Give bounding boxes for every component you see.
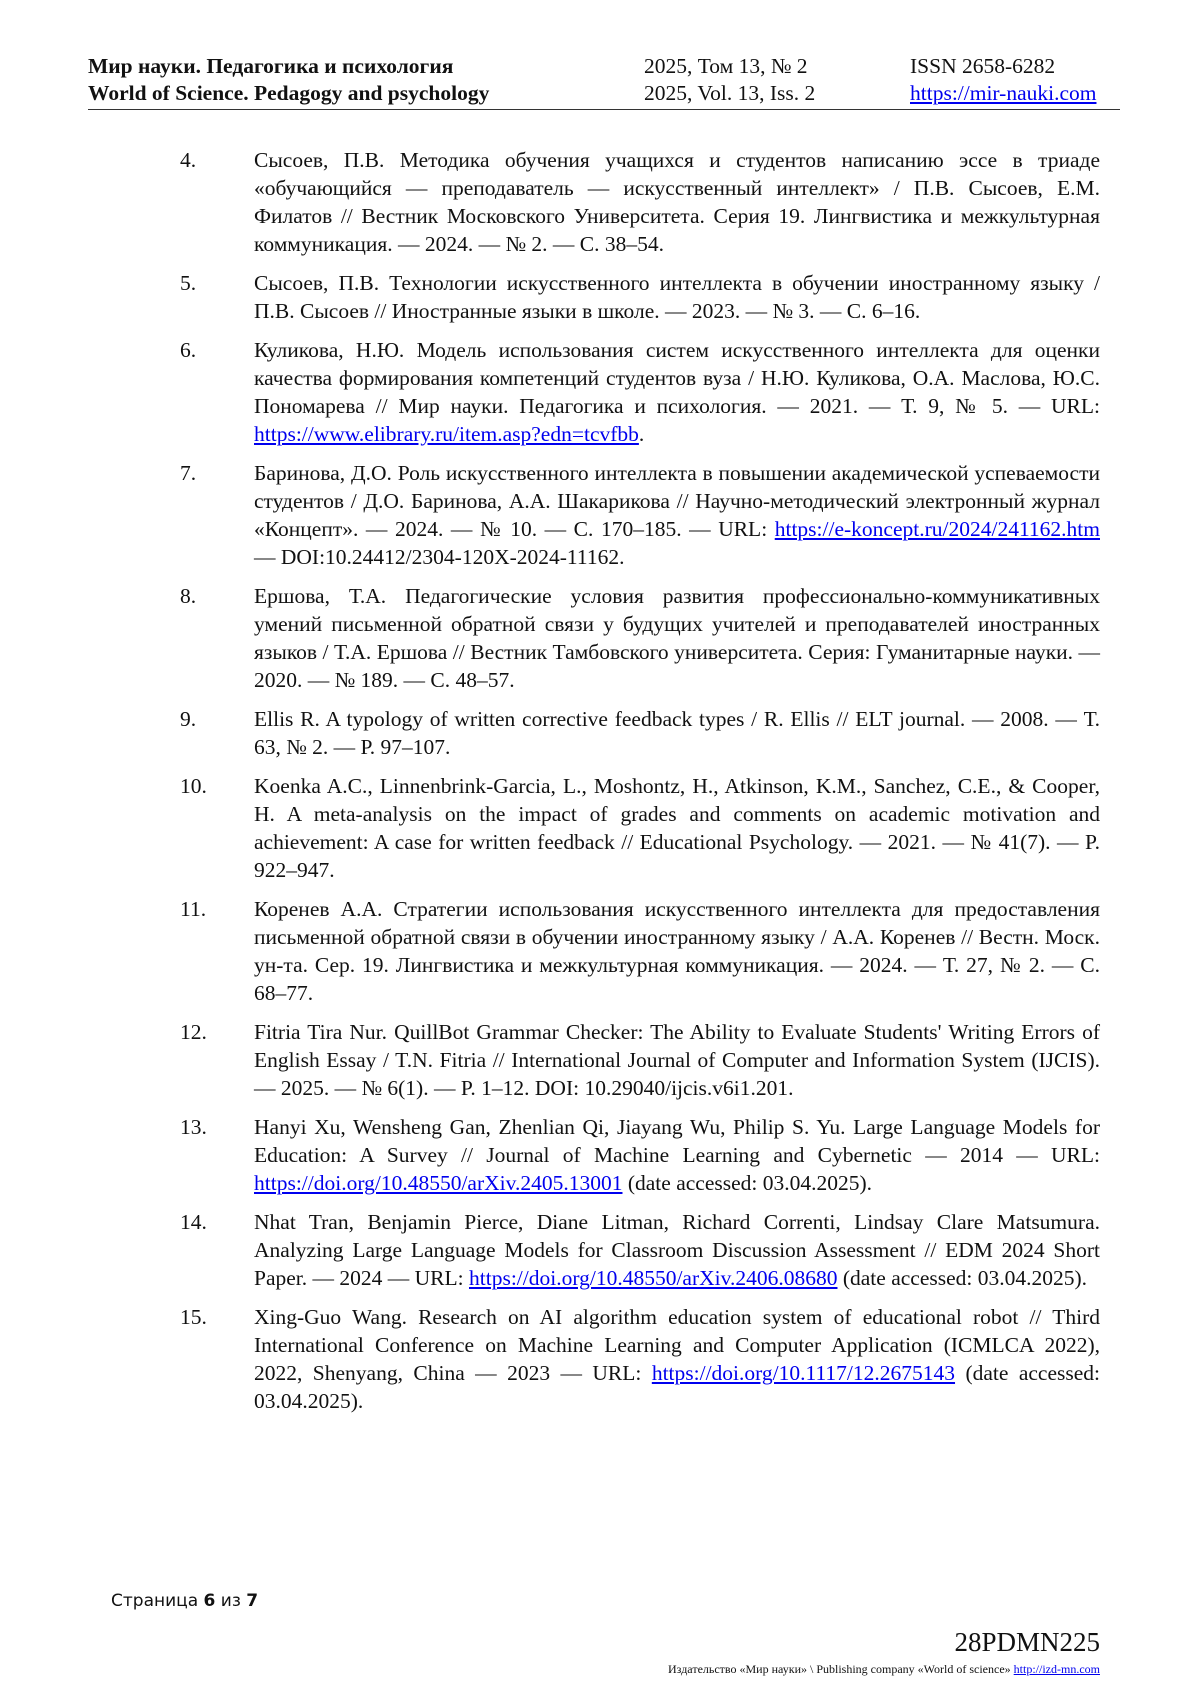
reference-number: 14. — [180, 1210, 207, 1234]
reference-number: 6. — [180, 338, 197, 362]
reference-text: Hanyi Xu, Wensheng Gan, Zhenlian Qi, Jiayang Wu, Philip S. Yu. Large Language Models for Education: A Survey // Journal of Machine Learning and Cybernetic — 2014 — URL: — [254, 1115, 1100, 1167]
reference-number: 10. — [180, 774, 207, 798]
journal-title-en: World of Science. Pedagogy and psychology — [88, 81, 490, 105]
reference-text: Nhat Tran, Benjamin Pierce, Diane Litman, Richard Correnti, Lindsay Clare Matsumura. Analyzing Large Language Models for Classroom Discussion Assessment // EDM 2024 Short Paper. — 2024 — URL: — [254, 1210, 1100, 1290]
reference-item — [180, 1113, 1100, 1197]
reference-body — [254, 705, 1100, 761]
issn: ISSN 2658-6282 — [910, 54, 1056, 78]
reference-text: Fitria Tira Nur. QuillBot Grammar Checker: The Ability to Evaluate Students' Writing Errors of English Essay / T.N. Fitria // International Journal of Computer and Information System (IJCIS). — 2025. — № 6(1). — P. 1–12. DOI: 10.29040/ijcis.v6i1.201. — [254, 1020, 1100, 1100]
journal-site-link[interactable]: https://mir-nauki.com — [910, 81, 1097, 105]
reference-body — [254, 1303, 1100, 1415]
publisher-line — [668, 1662, 1100, 1677]
document-code: 28PDMN225 — [954, 1627, 1100, 1657]
reference-number: 4. — [180, 148, 197, 172]
reference-item — [180, 582, 1100, 694]
reference-item — [180, 336, 1100, 448]
page-header — [88, 53, 1120, 110]
reference-text-after-link: (date accessed: 03.04.2025). — [254, 1361, 1101, 1413]
reference-text: Koenka A.C., Linnenbrink-Garcia, L., Moshontz, H., Atkinson, K.M., Sanchez, C.E., & Cooper, H. A meta-analysis on the impact of grades and comments on academic motivation and achievement: A case for written feedback // Educational Psychology. — 2021. — № 41(7). — P. 922–947. — [254, 774, 1100, 882]
reference-number: 13. — [180, 1115, 207, 1139]
reference-number: 11. — [180, 897, 207, 921]
page-word: Страница — [111, 1591, 199, 1611]
header-row-2 — [88, 80, 1120, 106]
reference-body — [254, 772, 1100, 884]
reference-item — [180, 705, 1100, 761]
reference-body — [254, 1018, 1100, 1102]
reference-link[interactable]: https://e-koncept.ru/2024/241162.htm — [774, 517, 1100, 541]
reference-text: Сысоев, П.В. Методика обучения учащихся и студентов написанию эссе в триаде «обучающийся — преподаватель — искусственный интеллект» / П.В. Сысоев, Е.М. Филатов // Вестник Московского Университета. Серия 19. Лингвистика и межкультурная коммуникация. — 2024. — № 2. — С. 38–54. — [254, 148, 1100, 256]
page-current: 6 — [203, 1591, 216, 1611]
reference-body — [254, 895, 1100, 1007]
reference-text-after-link: — DOI:10.24412/2304-120X-2024-11162. — [254, 545, 625, 569]
reference-item — [180, 772, 1100, 884]
reference-text: Коренев А.А. Стратегии использования искусственного интеллекта для предоставления письменной обратной связи в обучении иностранному языку / А.А. Коренев // Вестн. Моск. ун-та. Сер. 19. Лингвистика и межкультурная коммуникация. — 2024. — Т. 27, № 2. — С. 68–77. — [254, 897, 1100, 1005]
reference-body — [254, 459, 1100, 571]
reference-number: 12. — [180, 1020, 207, 1044]
reference-text: Ершова, Т.А. Педагогические условия развития профессионально-коммуникативных умений письменной обратной связи у будущих учителей и преподавателей иностранных языков / Т.А. Ершова // Вестник Тамбовского университета. Серия: Гуманитарные науки. — 2020. — № 189. — С. 48–57. — [254, 584, 1100, 692]
reference-item — [180, 146, 1100, 258]
reference-number: 9. — [180, 707, 197, 731]
page-of: из — [220, 1591, 241, 1611]
reference-text: Баринова, Д.О. Роль искусственного интеллекта в повышении академической успеваемости студентов / Д.О. Баринова, А.А. Шакарикова // Научно-методический электронный журнал «Концепт». — 2024. — № 10. — С. 170–185. — URL: — [254, 461, 1100, 541]
reference-number: 7. — [180, 461, 197, 485]
page-total: 7 — [246, 1591, 259, 1611]
issue-ru: 2025, Том 13, № 2 — [644, 54, 808, 78]
reference-text: Сысоев, П.В. Технологии искусственного интеллекта в обучении иностранному языку / П.В. Сысоев // Иностранные языки в школе. — 2023. — № 3. — С. 6–16. — [254, 271, 1100, 323]
reference-item — [180, 895, 1100, 1007]
reference-body — [254, 582, 1100, 694]
reference-body — [254, 1113, 1100, 1197]
reference-link[interactable]: https://doi.org/10.48550/arXiv.2405.13001 — [254, 1171, 623, 1195]
reference-body — [254, 336, 1100, 448]
reference-item — [180, 1303, 1100, 1415]
reference-text: Ellis R. A typology of written corrective feedback types / R. Ellis // ELT journal. — 2008. — Т. 63, № 2. — Р. 97–107. — [254, 707, 1100, 759]
reference-item — [180, 1018, 1100, 1102]
header-row-1 — [88, 53, 1120, 79]
reference-link[interactable]: https://www.elibrary.ru/item.asp?edn=tcvfbb — [254, 422, 639, 446]
reference-body — [254, 1208, 1100, 1292]
reference-number: 8. — [180, 584, 197, 608]
reference-link[interactable]: https://doi.org/10.1117/12.2675143 — [651, 1361, 956, 1385]
reference-text: Куликова, Н.Ю. Модель использования систем искусственного интеллекта для оценки качества формирования компетенций студентов вуза / Н.Ю. Куликова, О.А. Маслова, Ю.С. Пономарева // Мир науки. Педагогика и психология. — 2021. — Т. 9, № 5. — URL: — [254, 338, 1100, 418]
reference-text-after-link: (date accessed: 03.04.2025). — [622, 1171, 873, 1195]
reference-number: 15. — [180, 1305, 207, 1329]
reference-item — [180, 1208, 1100, 1292]
reference-item — [180, 269, 1100, 325]
reference-list — [180, 146, 1100, 1426]
reference-body — [254, 269, 1100, 325]
reference-number: 5. — [180, 271, 197, 295]
reference-text: Xing-Guo Wang. Research on AI algorithm education system of educational robot // Third International Conference on Machine Learning and Computer Application (ICMLCA 2022), 2022, Shenyang, China — 2023 — URL: — [254, 1305, 1100, 1385]
reference-link[interactable]: https://doi.org/10.48550/arXiv.2406.08680 — [469, 1266, 838, 1290]
reference-body — [254, 146, 1100, 258]
issue-en: 2025, Vol. 13, Iss. 2 — [644, 81, 816, 105]
publisher-text: Издательство «Мир науки» \ Publishing company «World of science» — [668, 1662, 1014, 1676]
journal-title-ru: Мир науки. Педагогика и психология — [88, 54, 454, 78]
reference-text-after-link: (date accessed: 03.04.2025). — [837, 1266, 1088, 1290]
reference-item — [180, 459, 1100, 571]
publisher-link[interactable]: http://izd-mn.com — [1013, 1662, 1100, 1676]
page-counter — [111, 1591, 258, 1611]
reference-text-after-link: . — [638, 422, 645, 446]
